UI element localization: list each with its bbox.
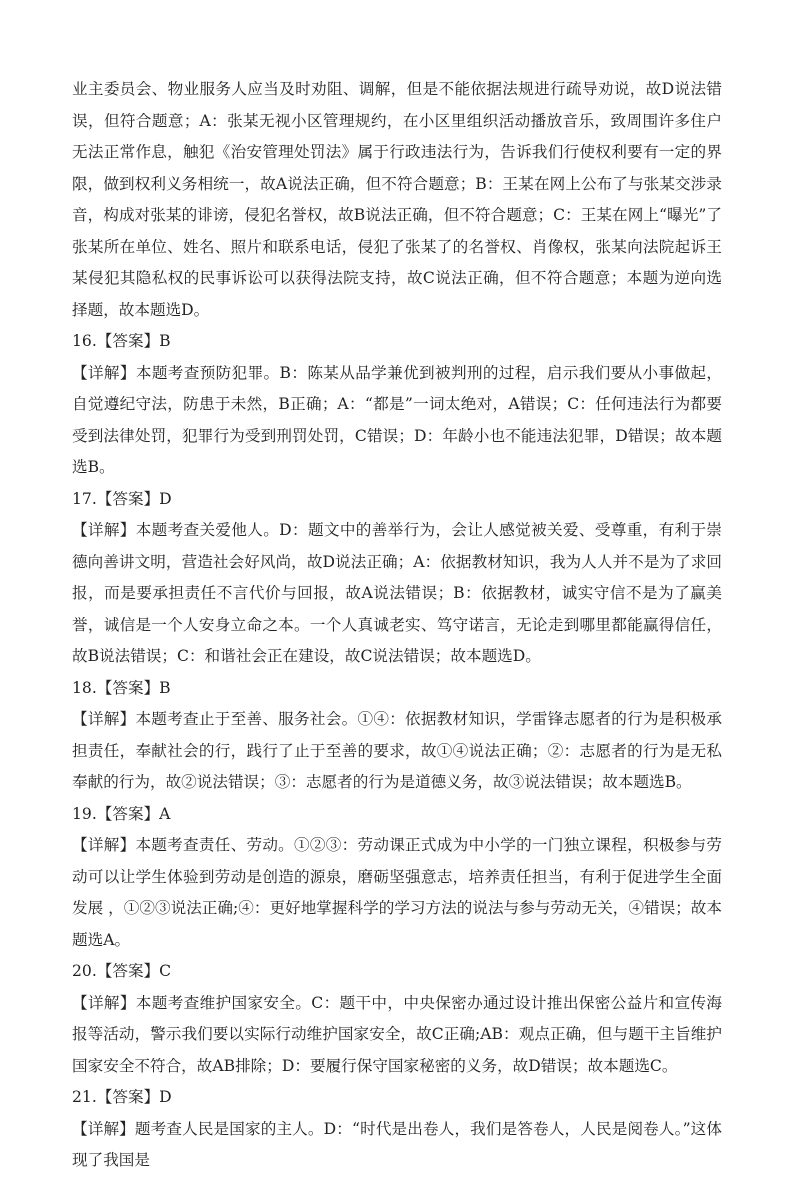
explanation-17: 【详解】本题考查关爱他人。D：题文中的善举行为，会让人感觉被关爱、受尊重，有利于崇德向善讲文明，营造社会好风尚，故D说法正确；A：依据教材知识，我为人人并不是为了求回报，而是要承担责任不言代价与回报，故A说法错误；B：依据教材，诚实守信不是为了赢美誉，诚信是一个人安身立命之本。一个人真诚老实、笃守诺言，无论走到哪里都能赢得信任，故B说法错误；C：和谐社会正在建设，故C说法错误；故本题选D。: [72, 521, 722, 665]
answer-17: 17.【答案】D: [72, 489, 172, 508]
explanation-18: 【详解】本题考查止于至善、服务社会。①④：依据教材知识，学雷锋志愿者的行为是积极承担责任，奉献社会的行，践行了止于至善的要求，故①④说法正确；②：志愿者的行为是无私奉献的行为，故②说法错误；③：志愿者的行为是道德义务，故③说法错误；故本题选B。: [72, 710, 722, 791]
explanation-19: 【详解】本题考查责任、劳动。①②③：劳动课正式成为中小学的一门独立课程，积极参与劳动可以让学生体验到劳动是创造的源泉，磨砺坚强意志，培养责任担当，有利于促进学生全面发展 ，①②③说法正确;④：更好地掌握科学的学习方法的说法与参与劳动无关，④错误；故本题选A。: [72, 836, 722, 949]
answer-20: 20.【答案】C: [72, 962, 172, 980]
paragraph-continuation: 业主委员会、物业服务人应当及时劝阻、调解，但是不能依据法规进行疏导劝说，故D说法错误，但符合题意；A：张某无视小区管理规约，在小区里组织活动播放音乐，致周围许多住户无法正常作息，触犯《治安管理处罚法》属于行政违法行为，告诉我们行使权利要有一定的界限，做到权利义务相统一，故A说法正确，但不符合题意；B：王某在网上公布了与张某交涉录音，构成对张某的诽谤，侵犯名誉权，故B说法正确，但不符合题意；C：王某在网上“曝光”了张某所在单位、姓名、照片和联系电话，侵犯了张某了的名誉权、肖像权，张某向法院起诉王某侵犯其隐私权的民事诉讼可以获得法院支持，故C说法正确，但不符合题意；本题为逆向选择题，故本题选D。: [72, 80, 722, 319]
explanation-20: 【详解】本题考查维护国家安全。C：题干中，中央保密办通过设计推出保密公益片和宣传海报等活动，警示我们要以实际行动维护国家安全，故C正确;AB：观点正确，但与题干主旨维护国家安全不符合，故AB排除；D：要履行保守国家秘密的义务，故D错误；故本题选C。: [72, 993, 722, 1075]
answer-19: 19.【答案】A: [72, 804, 171, 823]
answer-16: 16.【答案】B: [72, 332, 171, 350]
answer-21: 21.【答案】D: [72, 1088, 172, 1106]
explanation-16: 【详解】本题考查预防犯罪。B：陈某从品学兼优到被判刑的过程，启示我们要从小事做起，自觉遵纪守法，防患于未然，B正确；A：“都是”一词太绝对，A错误；C：任何违法行为都要受到法律处罚，犯罪行为受到刑罚处罚，C错误；D：年龄小也不能违法犯罪，D错误；故本题选B。: [72, 363, 722, 476]
explanation-21: 【详解】题考查人民是国家的主人。D：“时代是出卷人，我们是答卷人，人民是阅卷人。”这体现了我国是: [72, 1119, 722, 1169]
answer-18: 18.【答案】B: [72, 678, 171, 697]
